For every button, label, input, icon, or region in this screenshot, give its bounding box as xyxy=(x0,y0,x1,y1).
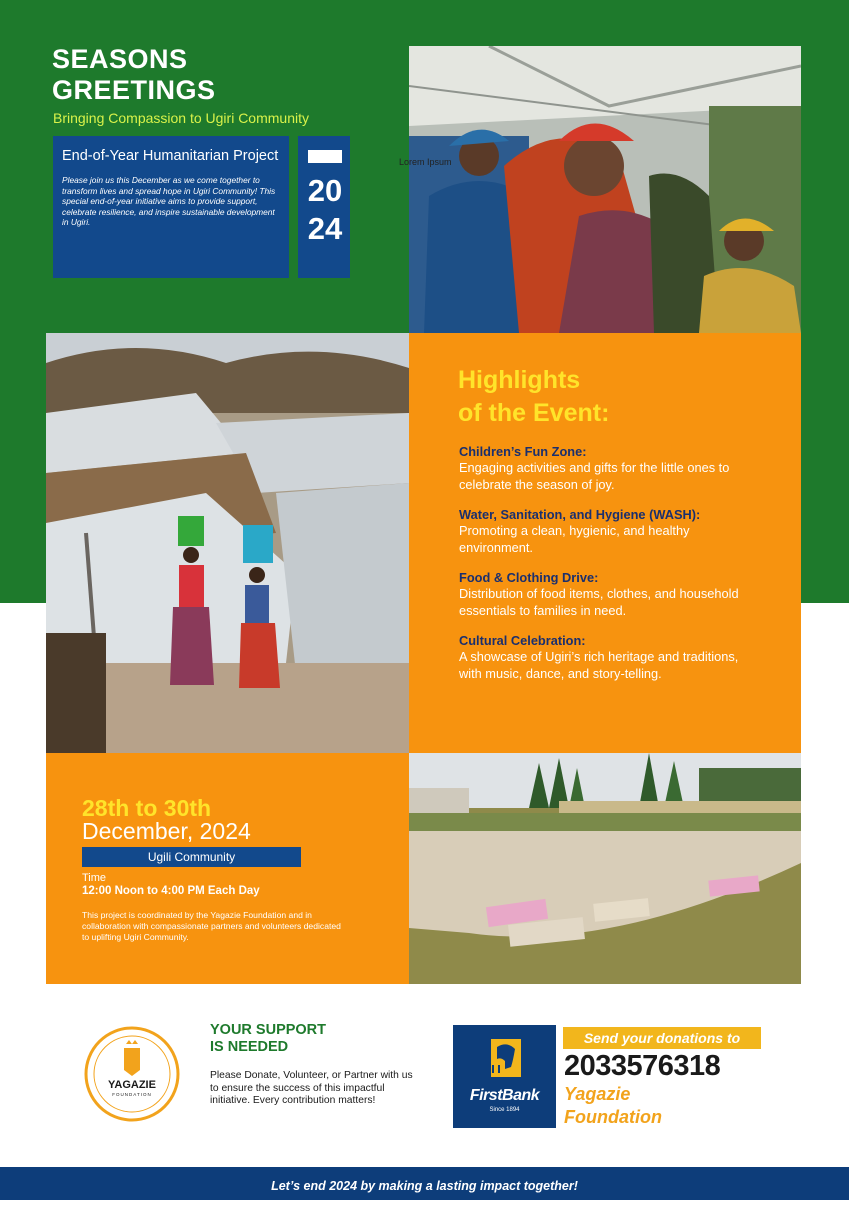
year-bottom: 24 xyxy=(307,211,343,246)
support-heading-line-2: IS NEEDED xyxy=(210,1039,289,1055)
bank-name: FirstBank xyxy=(469,1087,540,1104)
highlights-title xyxy=(458,364,609,430)
event-details-panel xyxy=(46,753,409,984)
page-subtitle: Bringing Compassion to Ugiri Community xyxy=(53,110,309,126)
highlights-title-line-2: of the Event: xyxy=(458,399,610,427)
title-line-2: GREETINGS xyxy=(52,75,216,105)
send-donations-label: Send your donations to xyxy=(563,1027,761,1049)
account-name-line-2: Foundation xyxy=(564,1107,662,1127)
photo-caption: Lorem Ipsum xyxy=(399,157,452,167)
project-card xyxy=(53,136,289,278)
logo-name: YAGAZIE xyxy=(108,1079,156,1091)
support-heading xyxy=(210,1022,326,1056)
coordination-note: This project is coordinated by the Yagazie Foundation and in collaboration with compassionate partners and volunteers dedicated to uplifting Ugiri Community. xyxy=(82,910,341,942)
yagazie-foundation-logo xyxy=(84,1026,180,1122)
footer-text: Let’s end 2024 by making a lasting impact together! xyxy=(271,1179,578,1193)
food-bags-photo xyxy=(409,753,801,984)
page-title xyxy=(52,44,216,106)
account-name xyxy=(564,1083,662,1129)
highlight-title: Children’s Fun Zone: xyxy=(459,444,587,459)
highlight-item xyxy=(459,444,759,493)
highlights-title-line-1: Highlights xyxy=(458,366,581,394)
account-name-line-1: Yagazie xyxy=(564,1084,631,1104)
highlight-desc: Promoting a clean, hygienic, and healthy environment. xyxy=(459,523,690,555)
support-text: Please Donate, Volunteer, or Partner with us to ensure the success of this impactful initiative. Every contribution matters! xyxy=(210,1070,413,1106)
event-location: Ugili Community xyxy=(82,847,301,867)
event-date-month: December, 2024 xyxy=(82,818,251,844)
event-date-range: 28th to 30th xyxy=(82,795,212,821)
camp-photo xyxy=(46,333,409,753)
account-number: 2033576318 xyxy=(564,1050,721,1082)
highlight-item xyxy=(459,570,759,619)
title-line-1: SEASONS xyxy=(52,44,188,74)
highlight-item xyxy=(459,633,759,682)
highlight-desc: Distribution of food items, clothes, and household essentials to families in need. xyxy=(459,586,739,618)
highlight-desc: Engaging activities and gifts for the little ones to celebrate the season of joy. xyxy=(459,460,730,492)
highlight-title: Water, Sanitation, and Hygiene (WASH): xyxy=(459,507,701,522)
support-heading-line-1: YOUR SUPPORT xyxy=(210,1022,327,1038)
highlight-title: Food & Clothing Drive: xyxy=(459,570,599,585)
project-heading: End-of-Year Humanitarian Project xyxy=(62,148,279,164)
highlight-title: Cultural Celebration: xyxy=(459,633,586,648)
time-label: Time xyxy=(82,872,107,884)
highlight-desc: A showcase of Ugiri’s rich heritage and traditions, with music, dance, and story-telling. xyxy=(459,649,739,681)
women-praying-photo xyxy=(409,46,801,333)
year-text xyxy=(303,172,347,248)
highlight-item xyxy=(459,507,759,556)
bank-since: Since 1894 xyxy=(489,1107,520,1113)
project-description: Please join us this December as we come together to transform lives and spread hope in Ugiri Community! This special end-of-year initiative aims to provide support, celebrate resilience, and inspire sustainable development in Ugiri. xyxy=(62,175,276,227)
highlights-list xyxy=(459,444,759,696)
year-bar-decoration xyxy=(308,150,342,163)
logo-subtitle: FOUNDATION xyxy=(112,1092,152,1097)
year-top: 20 xyxy=(307,173,343,208)
time-value: 12:00 Noon to 4:00 PM Each Day xyxy=(82,885,260,897)
